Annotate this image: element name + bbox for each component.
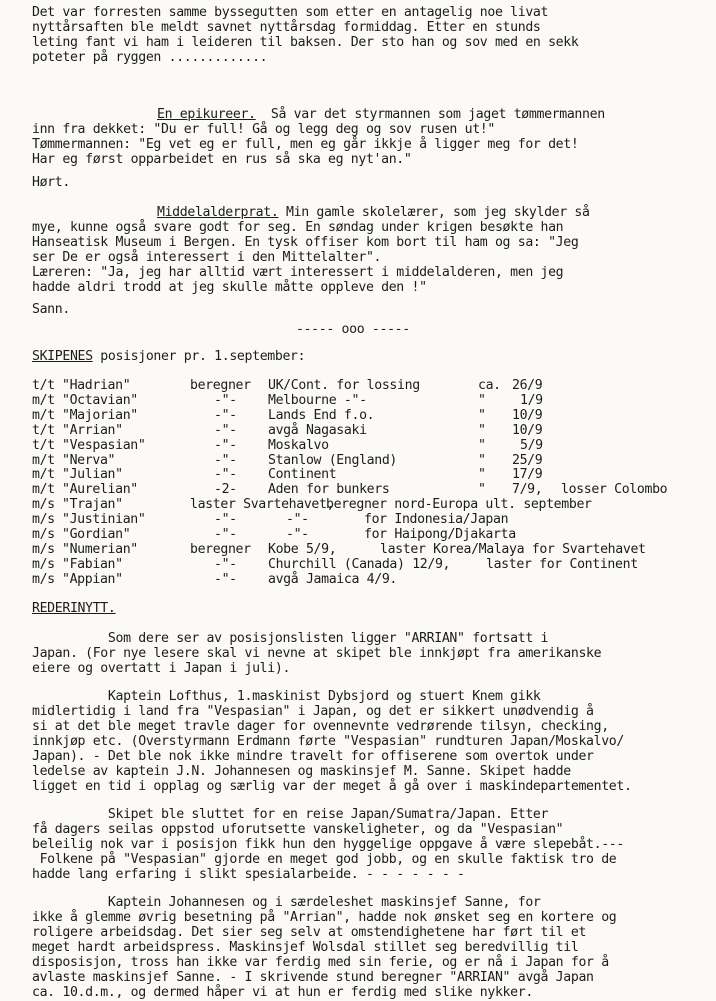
ship-type: m/s	[32, 512, 55, 528]
ship-eta-prefix: "	[478, 482, 486, 498]
text-line: poteter på ryggen .............	[32, 50, 268, 65]
ship-type: m/s	[32, 556, 55, 572]
ship-eta-prefix: "	[478, 392, 486, 408]
anecdote-signoff: Sann.	[32, 302, 70, 317]
ship-eta: 26/9	[512, 378, 543, 393]
ship-status: -"-	[214, 527, 237, 542]
ship-dest: Aden for bunkers	[268, 482, 390, 498]
text-line: Så var det styrmannen som jaget tømmermannen	[255, 107, 605, 122]
text-line: hadde aldri trodd at jeg skulle måtte oppleve den !"	[32, 280, 427, 295]
ship-status: beregner	[190, 378, 251, 393]
text-line: inn fra dekket: "Du er full! Gå og legg deg og sov rusen ut!"	[32, 122, 495, 137]
ship-eta-prefix: "	[478, 422, 486, 438]
text-line: Japan). - Det ble nok ikke mindre travelt for offiserene som overtok under	[32, 749, 594, 764]
ship-dest: Lands End f.o.	[268, 407, 375, 423]
text-line: Som dere ser av posisjonslisten ligger "ARRIAN" fortsatt i	[32, 631, 549, 646]
ship-ditto: laster for Continent	[486, 556, 638, 572]
text-line: midlertidig i land fra "Vespasian" i Japan, og det er sikkert unødvendig å	[32, 704, 594, 719]
text-line: Kaptein Johannesen og i særdeleshet maskinsjef Sanne, for	[32, 895, 541, 910]
anecdote-signoff: Hørt.	[32, 175, 70, 190]
ship-dest: Stanlow (England)	[268, 452, 398, 468]
ship-name: "Nerva"	[62, 452, 116, 468]
ship-ditto: laster Korea/Malaya for Svartehavet	[380, 541, 646, 557]
ship-name: "Aurelian"	[62, 482, 138, 498]
ship-name: "Hadrian"	[62, 378, 131, 393]
text-line: ca. 10.d.m., og dermed håper vi at hun er ferdig med slike nykker.	[32, 985, 533, 1000]
section-heading-rest: posisjoner pr. 1.september:	[92, 349, 306, 364]
ship-name: "Vespasian"	[62, 437, 146, 453]
ship-status: -"-	[214, 392, 237, 408]
ship-type: m/t	[32, 452, 55, 468]
text-line: meget hardt arbeidspress. Maskinsjef Wolsdal stillet seg beredvillig til	[32, 940, 579, 955]
text-line: Læreren: "Ja, jeg har alltid vært interessert i middelalderen, men jeg	[32, 265, 564, 280]
text-line: Folkene på "Vespasian" gjorde en meget god jobb, og en skulle faktisk tro de	[32, 852, 617, 867]
ship-type: m/t	[32, 392, 55, 408]
ship-status: -"-	[214, 467, 237, 483]
text-line: mye, kunne også svare godt for seg. En søndag under krigen besøkte han	[32, 220, 564, 235]
text-line: Det var forresten samme byssegutten som etter en antagelig noe livat	[32, 5, 549, 20]
ship-dest: Churchill (Canada) 12/9,	[268, 556, 451, 572]
ship-name: "Fabian"	[62, 556, 123, 572]
ship-type: m/s	[32, 571, 55, 587]
ship-eta: 10/9	[512, 422, 543, 438]
ship-status: -"-	[214, 437, 237, 453]
ship-dest: avgå Nagasaki	[268, 422, 367, 438]
section-heading: SKIPENES	[32, 349, 93, 364]
ship-type: m/t	[32, 482, 55, 498]
ship-name: "Arrian"	[62, 422, 123, 438]
text-line: ligget en tid i opplag og særlig var der meget å gå over i maskindepartementet.	[32, 779, 632, 794]
ship-dest: beregner nord-Europa ult. september	[326, 497, 592, 513]
section-heading: REDERINYTT.	[32, 601, 116, 616]
ship-ditto: for Indonesia/Japan	[364, 512, 509, 528]
ship-status: -"-	[214, 556, 237, 572]
ship-eta-prefix: ca.	[478, 378, 501, 393]
ship-status: beregner	[190, 541, 251, 557]
ship-status: -"-	[214, 512, 237, 528]
text-line: si at det ble meget travle dager for ovennevnte vedrørende tilsyn, checking,	[32, 719, 609, 734]
text-line: Japan. (For nye lesere skal vi nevne at skipet ble innkjøpt fra amerikanske	[32, 646, 602, 661]
ship-dest: Moskalvo	[268, 437, 329, 453]
text-line: få dagers seilas oppstod uforutsette vanskeligheter, og da "Vespasian"	[32, 822, 564, 837]
ship-dest: -"-	[286, 512, 309, 528]
ship-ditto: for Haipong/Djakarta	[364, 527, 516, 542]
ship-eta-prefix: "	[478, 467, 486, 483]
ship-status: -"-	[214, 452, 237, 468]
text-line: roligere arbeidsdag. Det sier seg selv at omstendighetene har ført til et	[32, 925, 587, 940]
ship-dest: Kobe 5/9,	[268, 541, 337, 557]
text-line: innkjøp etc. (Overstyrmann Erdmann førte "Vespasian" rundturen Japan/Moskalvo/	[32, 734, 624, 749]
text-line: Tømmermannen: "Eg vet eg er full, men eg går ikkje å ligger meg for det!	[32, 137, 579, 152]
ship-name: "Trajan"	[62, 497, 123, 513]
ship-eta-prefix: "	[478, 407, 486, 423]
ship-note: losser Colombo	[561, 482, 668, 498]
ship-eta: 10/9	[512, 407, 543, 423]
ship-dest: Melbourne -"-	[268, 392, 367, 408]
text-line: ledelse av kaptein J.N. Johannesen og maskinsjef M. Sanne. Skipet hadde	[32, 764, 571, 779]
ship-eta: 1/9	[520, 392, 543, 408]
text-line: avlaste maskinsjef Sanne. - I skrivende stund beregner "ARRIAN" avgå Japan	[32, 970, 594, 985]
text-line: beleilig nok var i posisjon fikk hun den hyggelige oppgave å være slepebåt.---	[32, 837, 624, 852]
ship-name: "Majorian"	[62, 407, 138, 423]
anecdote-heading: Middelalderprat.	[157, 205, 279, 220]
ship-dest: avgå Jamaica 4/9.	[268, 571, 398, 587]
ship-name: "Julian"	[62, 467, 123, 483]
text-line: eiere og overtatt i Japan i juli).	[32, 661, 291, 676]
text-line: Har eg først opparbeidet en rus så ska eg nyt'an."	[32, 152, 412, 167]
ship-name: "Appian"	[62, 571, 123, 587]
ship-eta: 17/9	[512, 467, 543, 483]
text-line: ikke å glemme øvrig besetning på "Arrian", hadde nok ønsket seg en kortere og	[32, 910, 617, 925]
ship-eta: 5/9	[520, 437, 543, 453]
anecdote-first-line	[157, 108, 605, 123]
ship-dest: -"-	[286, 527, 309, 542]
text-line: Kaptein Lofthus, 1.maskinist Dybsjord og stuert Knem gikk	[32, 689, 541, 704]
ship-type: t/t	[32, 437, 55, 453]
ship-status: -"-	[214, 422, 237, 438]
ship-status: -"-	[214, 571, 237, 587]
ship-type: m/s	[32, 497, 55, 513]
text-line: Skipet ble sluttet for en reise Japan/Sumatra/Japan. Etter	[32, 807, 549, 822]
ship-dest: UK/Cont. for lossing	[268, 378, 420, 393]
ship-type: m/s	[32, 527, 55, 542]
text-line: ser De er også interessert i den Mittelalter".	[32, 250, 382, 265]
ship-type: t/t	[32, 378, 55, 393]
ship-eta: 25/9	[512, 452, 543, 468]
text-line: Min gamle skolelærer, som jeg skylder så	[278, 205, 590, 220]
text-line: Hanseatisk Museum i Bergen. En tysk offiser kom bort til ham og sa: "Jeg	[32, 235, 579, 250]
ship-eta: 7/9,	[512, 482, 543, 498]
ship-eta-prefix: "	[478, 437, 486, 453]
ship-status: -"-	[214, 407, 237, 423]
ship-type: m/s	[32, 541, 55, 557]
ship-name: "Numerian"	[62, 541, 138, 557]
ship-dest: Continent	[268, 467, 337, 483]
ship-type: t/t	[32, 422, 55, 438]
text-line: leting fant vi ham i leideren til baksen. Der sto han og sov med en sekk	[32, 35, 579, 50]
ship-status: -2-	[214, 482, 237, 498]
ship-type: m/t	[32, 407, 55, 423]
section-separator: ----- ooo -----	[296, 322, 410, 337]
ship-eta-prefix: "	[478, 452, 486, 468]
anecdote-heading: En epikureer.	[157, 107, 256, 122]
text-line: disposisjon, tross han ikke var ferdig med sin ferie, og er nå i Japan for å	[32, 955, 609, 970]
text-line: hadde lang erfaring i slikt spesialarbeide. - - - - - - -	[32, 867, 465, 882]
ship-name: "Gordian"	[62, 527, 131, 542]
ship-name: "Octavian"	[62, 392, 138, 408]
ship-type: m/t	[32, 467, 55, 483]
anecdote-first-line	[157, 206, 590, 221]
ship-name: "Justinian"	[62, 512, 146, 528]
section-heading-line	[32, 350, 305, 365]
text-line: nyttårsaften ble meldt savnet nyttårsdag formiddag. Etter en stunds	[32, 20, 541, 35]
ship-status: laster Svartehavet,	[190, 497, 335, 513]
